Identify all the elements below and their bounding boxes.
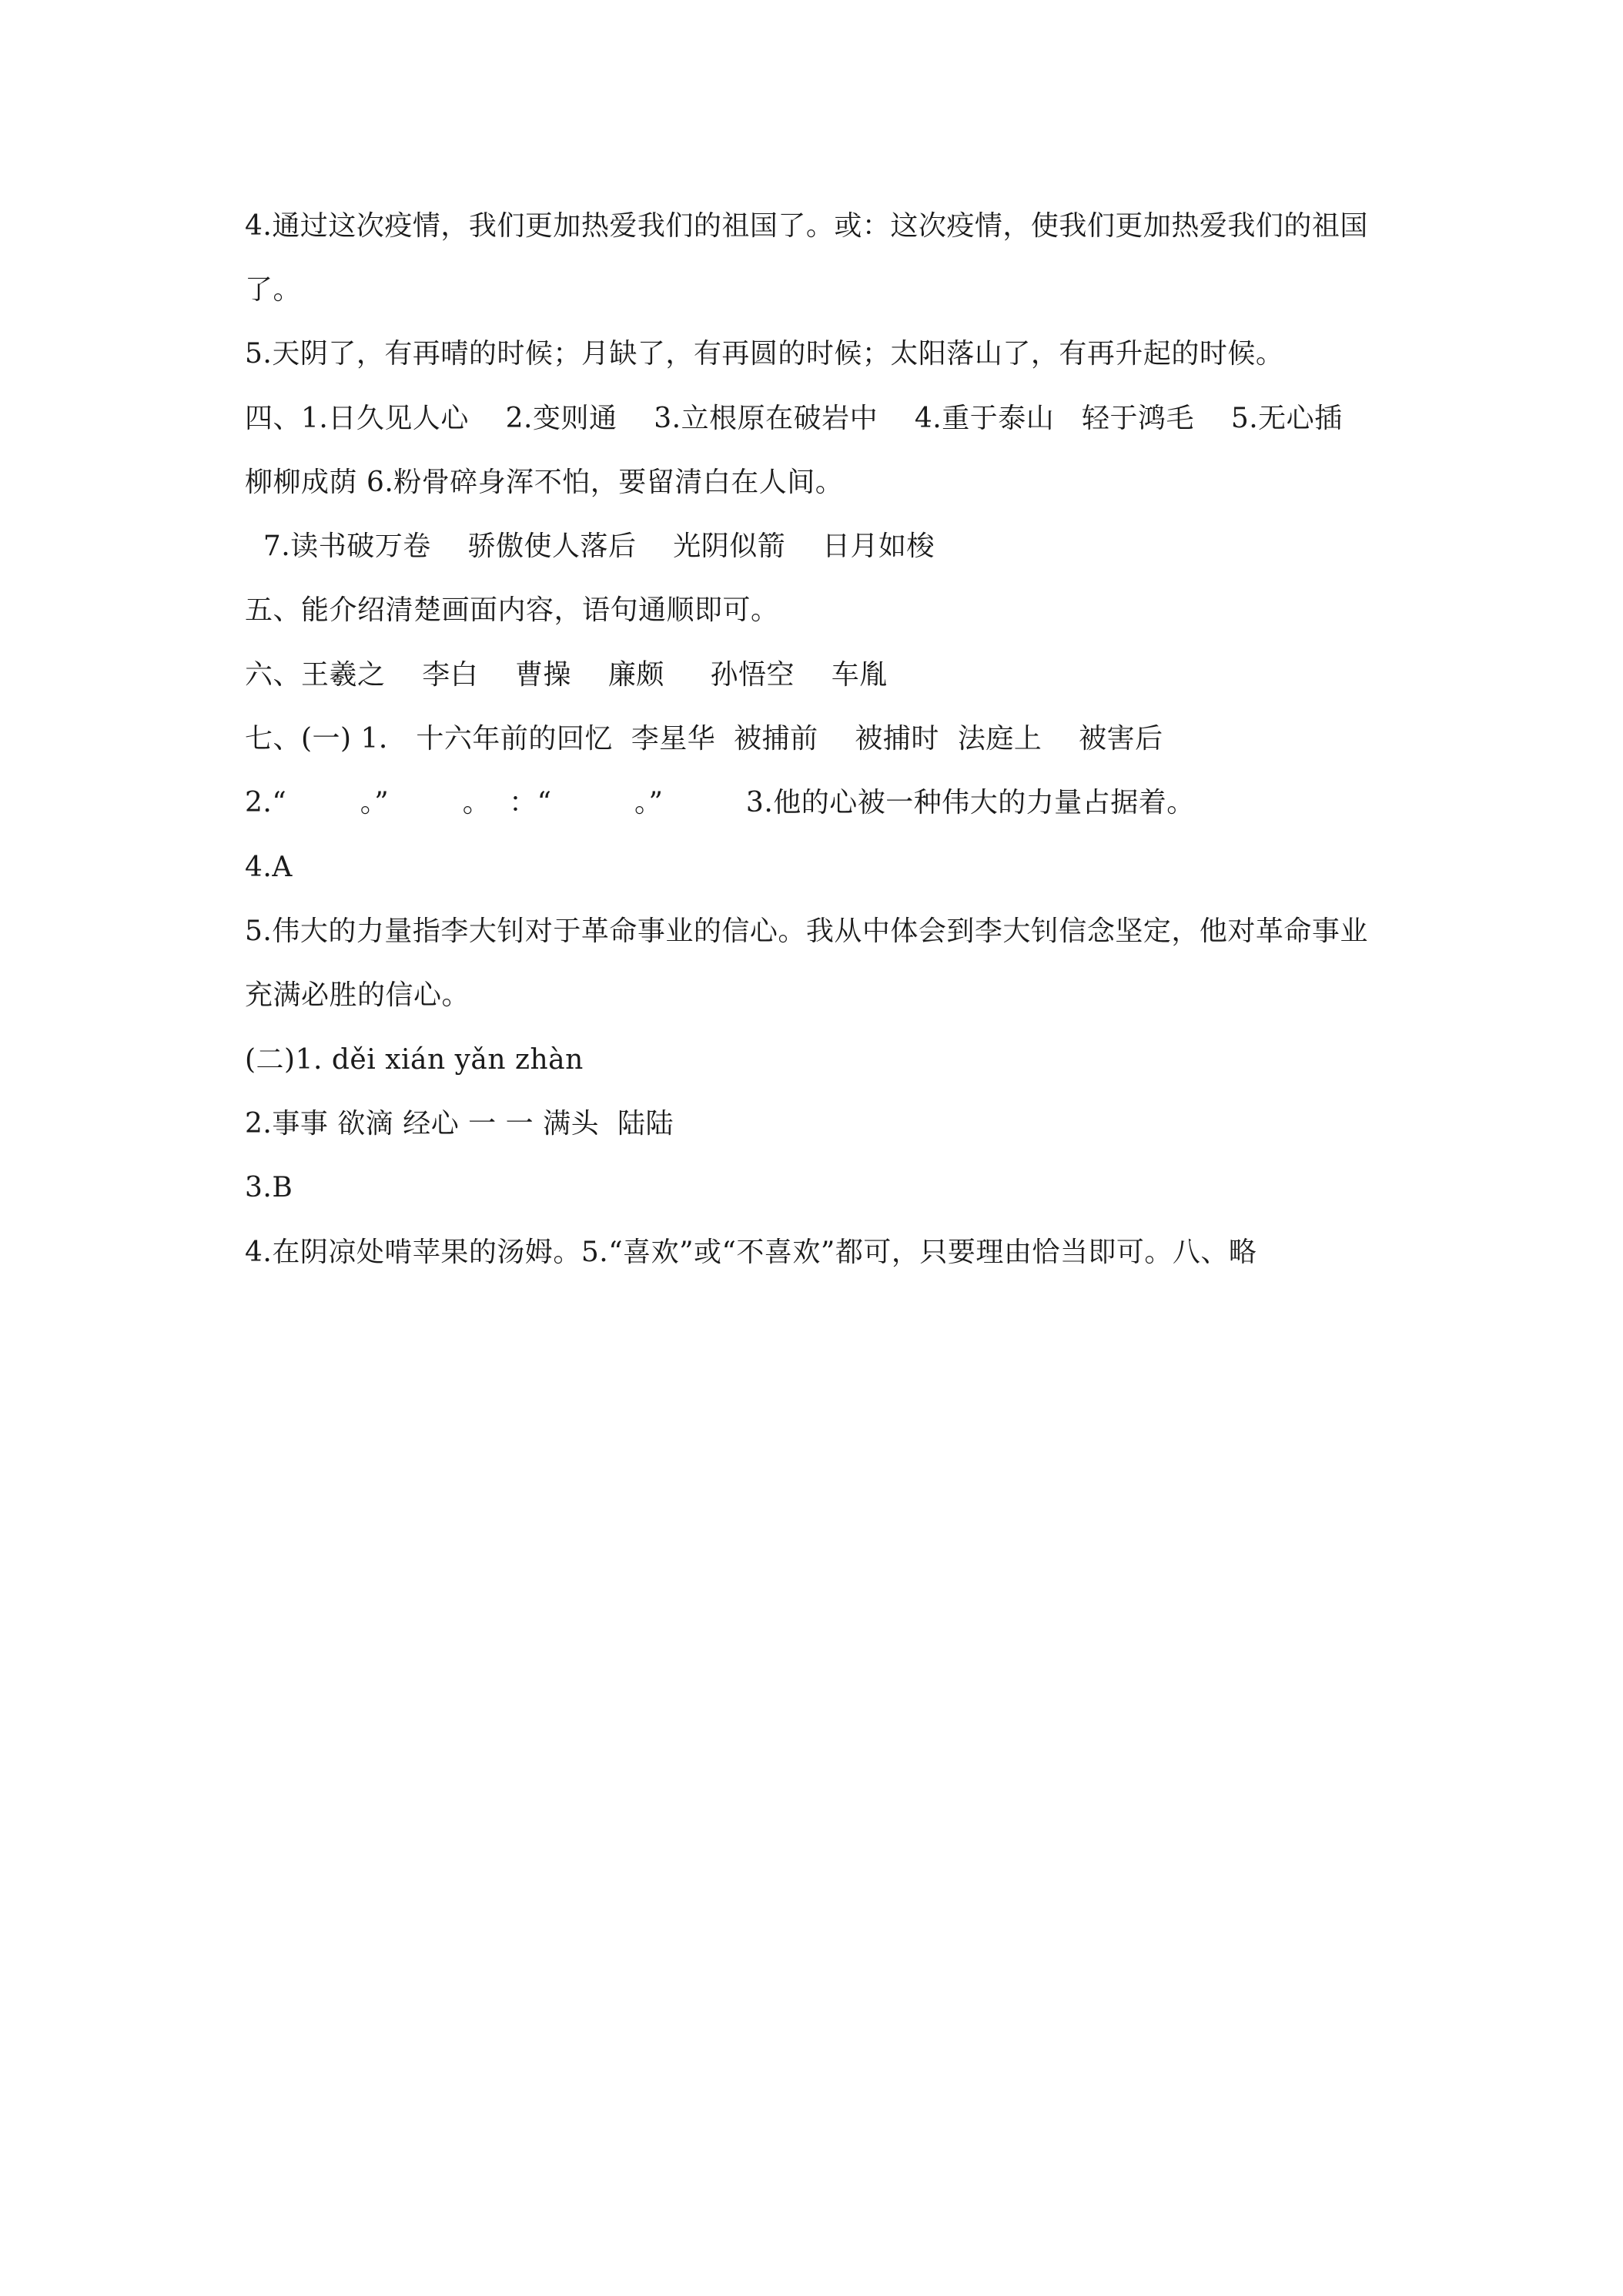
answer-line: (二)1. děi xián yǎn zhàn [245, 1044, 584, 1076]
answer-line: 4.在阴凉处啃苹果的汤姆。5.“喜欢”或“不喜欢”都可，只要理由恰当即可。八、略 [245, 1237, 1257, 1268]
answer-line: 2.“ 。” 。 ：“ 。” 3.他的心被一种伟大的力量占据着。 [245, 787, 1195, 818]
answer-line: 2.事事 欲滴 经心 一 一 满头 陆陆 [245, 1108, 674, 1140]
answer-line: 四、1.日久见人心 2.变则通 3.立根原在破岩中 4.重于泰山 轻于鸿毛 5.无心插 [245, 403, 1343, 434]
answer-line: 六、王羲之 李白 曹操 廉颇 孙悟空 车胤 [245, 659, 888, 691]
answer-line: 4.A [245, 852, 293, 883]
answer-line: 了。 [245, 274, 302, 306]
answer-line: 五、能介绍清楚画面内容，语句通顺即可。 [245, 594, 779, 626]
answer-line: 3.B [245, 1172, 293, 1203]
answer-line: 5.天阴了，有再晴的时候；月缺了，有再圆的时候；太阳落山了，有再升起的时候。 [245, 338, 1284, 370]
answer-line: 4.通过这次疫情，我们更加热爱我们的祖国了。或：这次疫情，使我们更加热爱我们的祖国 [245, 210, 1368, 242]
answer-line: 5.伟大的力量指李大钊对于革命事业的信心。我从中体会到李大钊信念坚定，他对革命事业 [245, 915, 1368, 947]
answer-line: 柳柳成荫 6.粉骨碎身浑不怕，要留清白在人间。 [245, 467, 844, 498]
answer-line: 充满必胜的信心。 [245, 979, 470, 1011]
answer-line: 7.读书破万卷 骄傲使人落后 光阴似箭 日月如梭 [245, 530, 935, 562]
answer-line: 七、(一) 1． 十六年前的回忆 李星华 被捕前 被捕时 法庭上 被害后 [245, 723, 1163, 755]
